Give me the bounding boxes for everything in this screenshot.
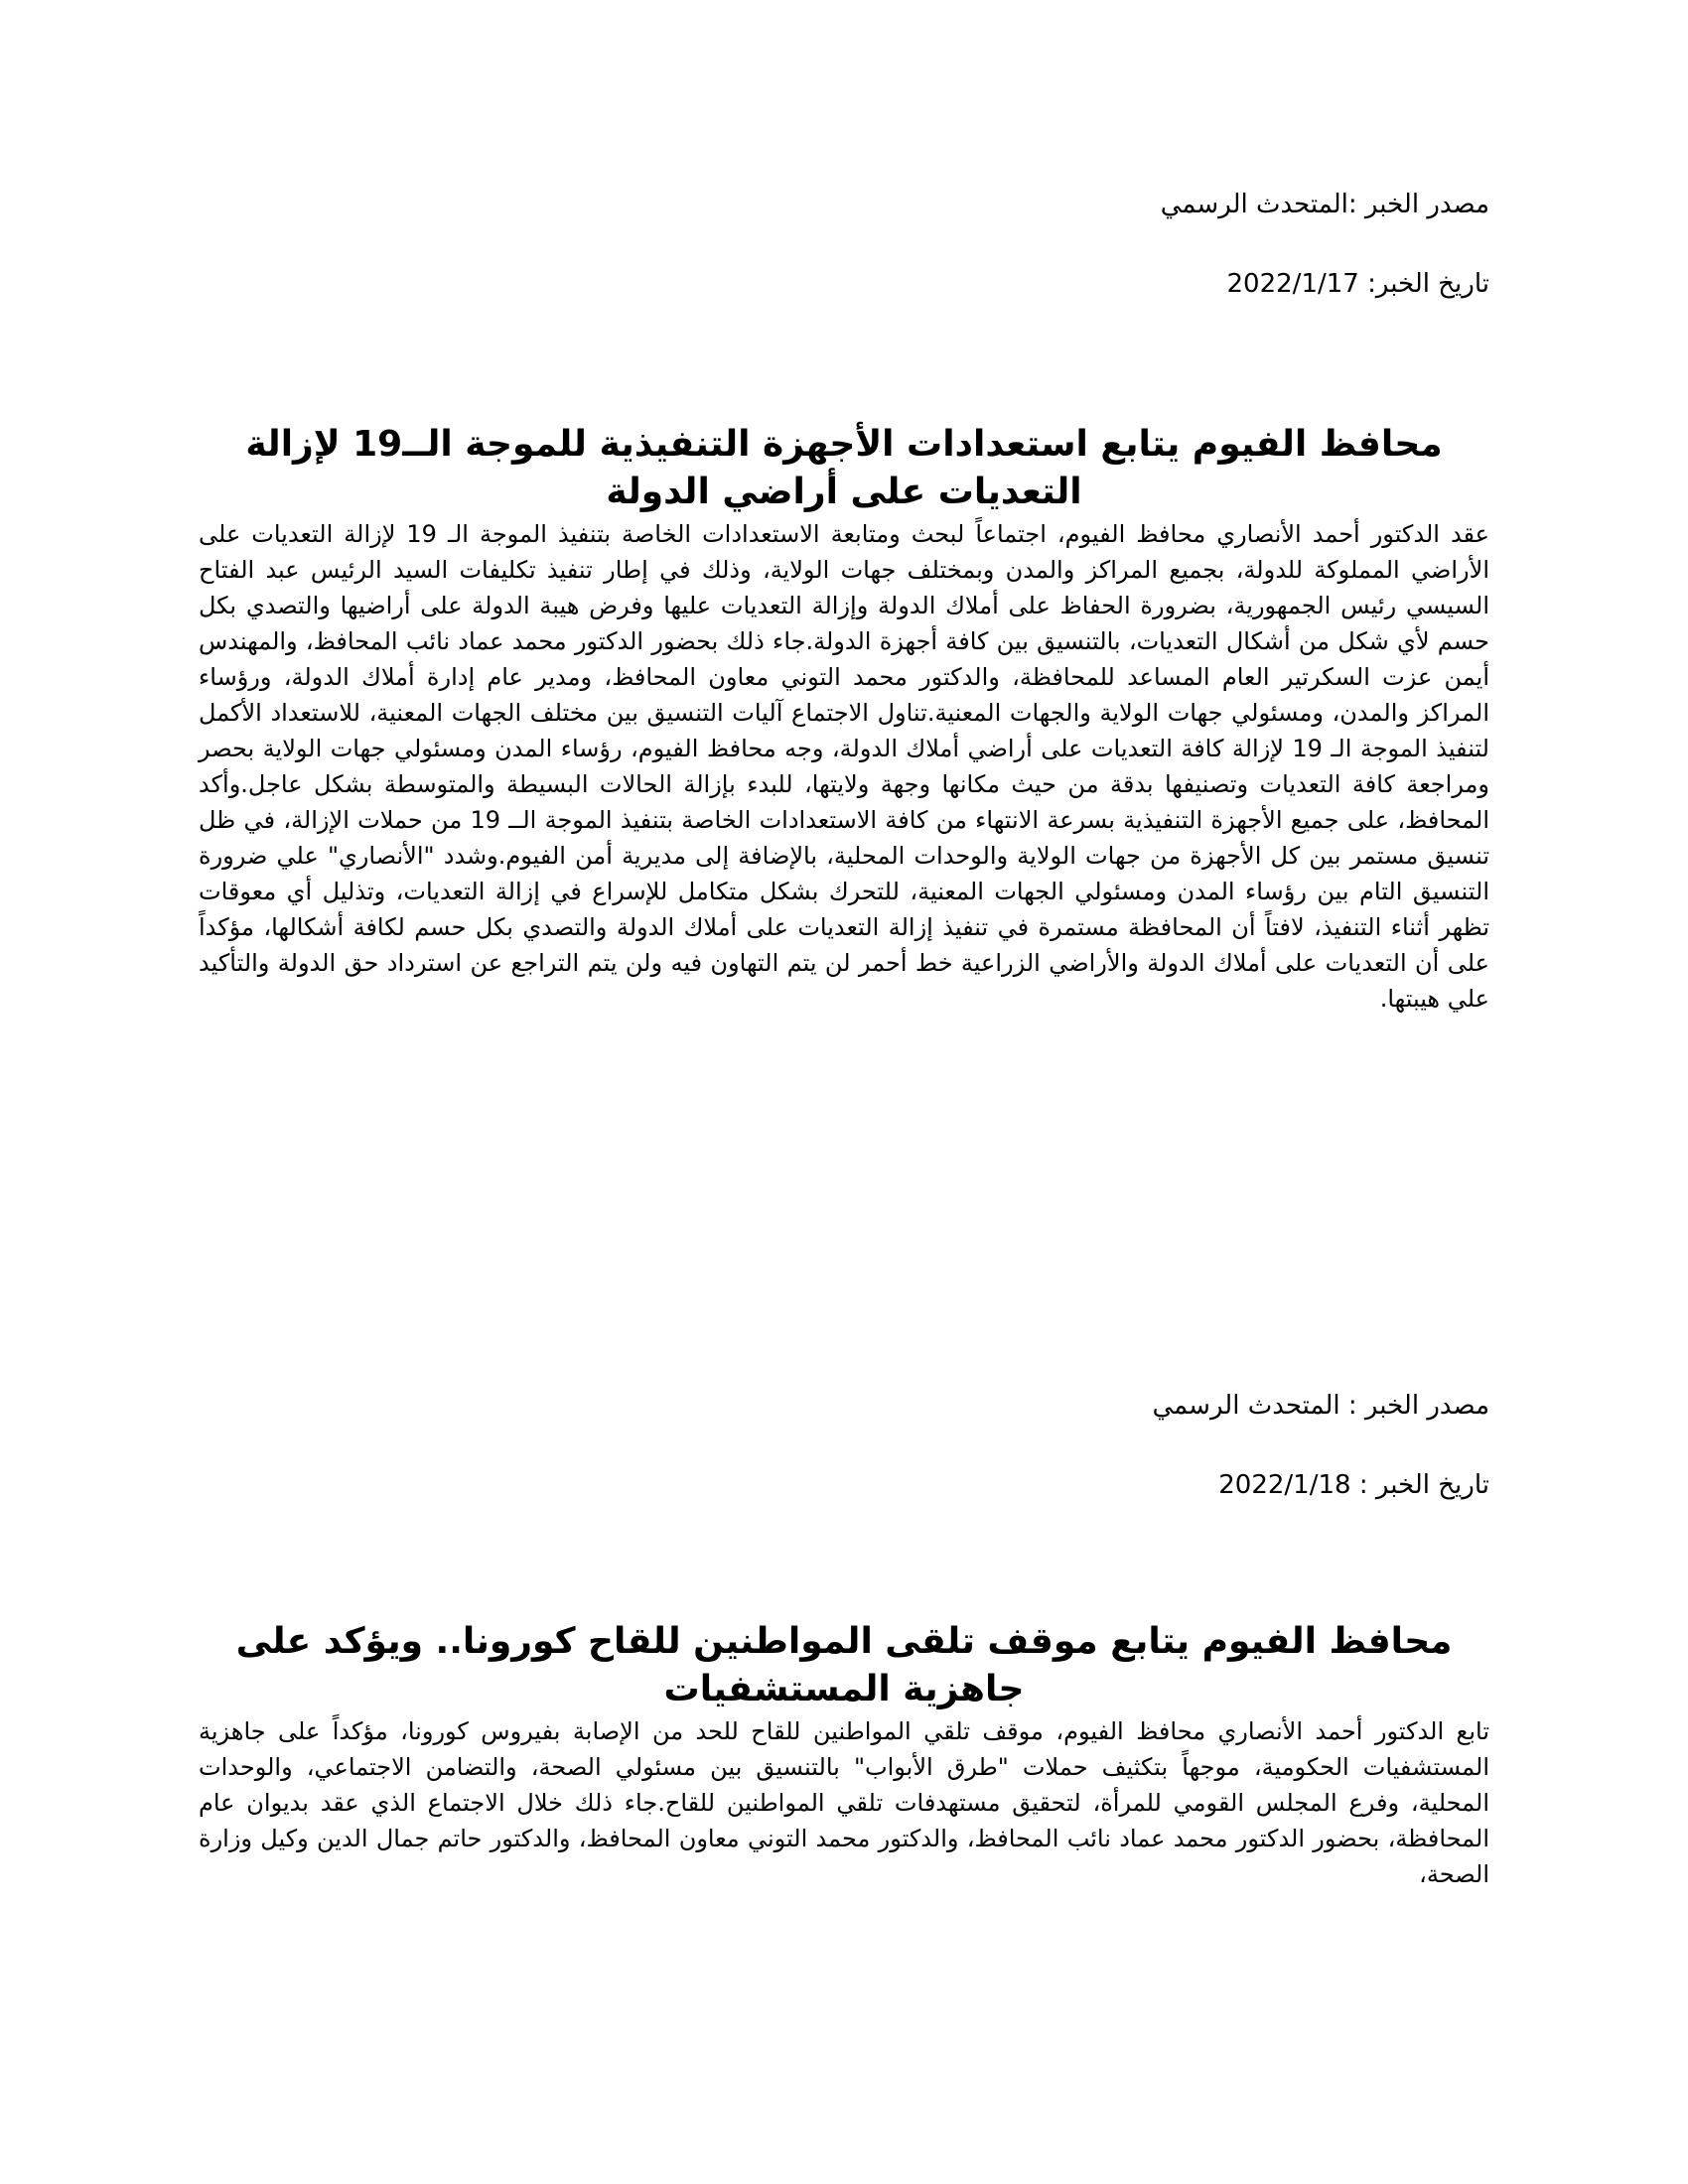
news-date: تاريخ الخبر: 2022/1/17 [1226,269,1489,299]
news-source: مصدر الخبر : المتحدث الرسمي [1152,1391,1489,1421]
news-article [199,1390,1489,1892]
news-date: تاريخ الخبر : 2022/1/18 [1218,1470,1489,1500]
article-headline: محافظ الفيوم يتابع استعدادات الأجهزة التنفيذية للموجة الــ19 لإزالة التعديات على أراضي الدولة [245,424,1443,512]
news-article [199,189,1489,1017]
article-body: تابع الدكتور أحمد الأنصاري محافظ الفيوم، موقف تلقي المواطنين للقاح للحد من الإصابة بفيروس كورونا، مؤكداً على جاهزية المستشفيات الحكومية، موجهاً بتكثيف حملات "طرق الأبواب" بالتنسيق بين مسئولي الصحة، والتضامن الاجتماعي، والوحدات المحلية، وفرع المجلس القومي للمرأة، لتحقيق مستهدفات تلقي المواطنين للقاح.جاء ذلك خلال الاجتماع الذي عقد بديوان عام المحافظة، بحضور الدكتور محمد عماد نائب المحافظ، والدكتور محمد التوني معاون المحافظ، والدكتور حاتم جمال الدين وكيل وزارة الصحة، [199,1717,1489,1888]
news-source: مصدر الخبر :المتحدث الرسمي [1160,190,1489,219]
article-headline: محافظ الفيوم يتابع موقف تلقى المواطنين للقاح كورونا.. ويؤكد على جاهزية المستشفيات [235,1621,1453,1709]
article-body: عقد الدكتور أحمد الأنصاري محافظ الفيوم، اجتماعاً لبحث ومتابعة الاستعدادات الخاصة بتنفيذ الموجة الـ 19 لإزالة التعديات على الأراضي المملوكة للدولة، بجميع المراكز والمدن وبمختلف جهات الولاية، وذلك في إطار تنفيذ تكليفات السيد الرئيس عبد الفتاح السيسي رئيس الجمهورية، بضرورة الحفاظ على أملاك الدولة وإزالة التعديات عليها وفرض هيبة الدولة على أراضيها والتصدي بكل حسم لأي شكل من أشكال التعديات، بالتنسيق بين كافة أجهزة الدولة.جاء ذلك بحضور الدكتور محمد عماد نائب المحافظ، والمهندس أيمن عزت السكرتير العام المساعد للمحافظة، والدكتور محمد التوني معاون المحافظ، ومدير عام إدارة أملاك الدولة، ورؤساء المراكز والمدن، ومسئولي جهات الولاية والجهات المعنية.تناول الاجتماع آليات التنسيق بين مختلف الجهات المعنية، للاستعداد الأكمل لتنفيذ الموجة الـ 19 لإزالة كافة التعديات على أراضي أملاك الدولة، وجه محافظ الفيوم، رؤساء المدن ومسئولي جهات الولاية بحصر ومراجعة كافة التعديات وتصنيفها بدقة من حيث مكانها وجهة ولايتها، للبدء بإزالة الحالات البسيطة والمتوسطة بشكل عاجل.وأكد المحافظ، على جميع الأجهزة التنفيذية بسرعة الانتهاء من كافة الاستعدادات الخاصة بتنفيذ الموجة الــ 19 من حملات الإزالة، في ظل تنسيق مستمر بين كل الأجهزة من جهات الولاية والوحدات المحلية، بالإضافة إلى مديرية أمن الفيوم.وشدد "الأنصاري" علي ضرورة التنسيق التام بين رؤساء المدن ومسئولي الجهات المعنية، للتحرك بشكل متكامل للإسراع في إزالة التعديات، وتذليل أي معوقات تظهر أثناء التنفيذ، لافتاً أن المحافظة مستمرة في تنفيذ إزالة التعديات على أملاك الدولة والتصدي بكل حسم لكافة أشكالها، مؤكداً على أن التعديات على أملاك الدولة والأراضي الزراعية خط أحمر لن يتم التهاون فيه ولن يتم التراجع عن استرداد حق الدولة والتأكيد علي هيبتها. [199,520,1490,1013]
